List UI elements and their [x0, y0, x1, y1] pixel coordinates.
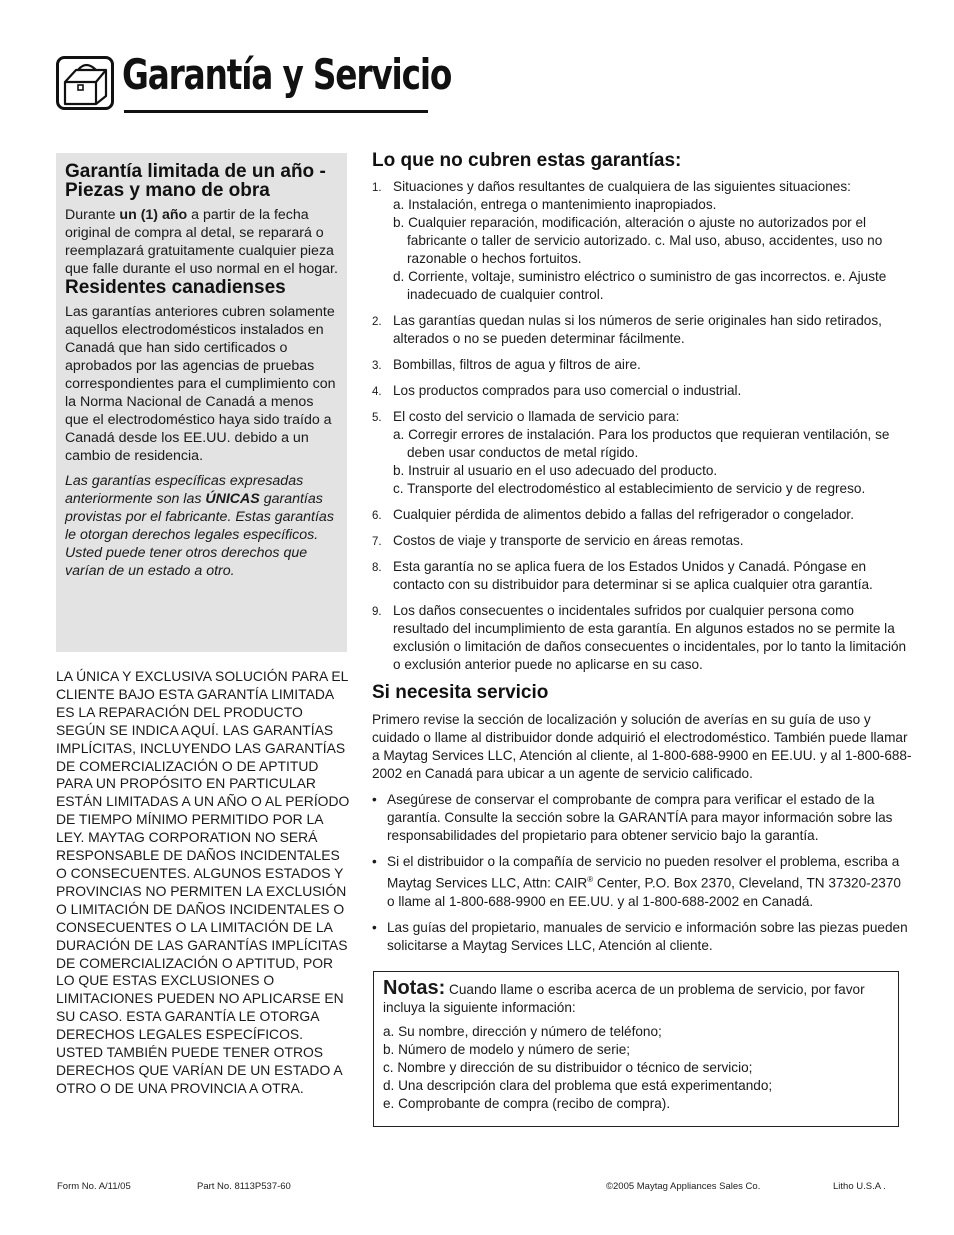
sub-item: c. Transporte del electrodoméstico al establecimiento de servicio y de regreso.	[393, 481, 866, 496]
item-number: 3.	[372, 360, 382, 372]
list-item	[372, 558, 912, 594]
item-text: Los daños consecuentes o incidentales sufridos por cualquier persona como resultado del incumplimiento de esta garantía. En algunos estados no se permite la exclusión o limitación de daños consecuentes o incidentales, por lo tanto la limitación o exclusión anterior puede no aplicarse en su caso.	[393, 603, 907, 672]
toolbox-icon	[56, 56, 114, 110]
list-item: d. Una descripción clara del problema que está experimentando;	[383, 1078, 773, 1093]
item-number: 2.	[372, 316, 382, 328]
item-text: Bombillas, filtros de agua y filtros de aire.	[393, 357, 641, 372]
warranty-duration: un (1) año	[119, 207, 188, 223]
sub-item: b. Instruir al usuario en el uso adecuado del producto.	[393, 463, 718, 478]
item-number: 6.	[372, 510, 382, 522]
item-number: 5.	[372, 412, 382, 424]
service-heading: Si necesita servicio	[372, 682, 549, 703]
title-underline	[124, 110, 428, 113]
list-item: • Si el distribuidor o la compañía de servicio no pueden resolver el problema, escriba a Maytag Services LLC, Attn: CAIR® Center, P.O. Box 2370, Cleveland, TN 37320-2370 o llame al 1-800-688-9900 en EE.UU. y al 1-800-688-2002 en Canadá.	[372, 854, 901, 909]
list-item: a. Su nombre, dirección y número de teléfono;	[383, 1024, 662, 1039]
bullet-icon: •	[372, 854, 377, 869]
exclusions-heading: Lo que no cubren estas garantías:	[372, 150, 682, 171]
item-text: Las garantías quedan nulas si los números de serie originales han sido retirados, alterados o no se pueden determinar fácilmente.	[393, 313, 882, 346]
notes-list	[383, 1023, 883, 1113]
list-item: e. Comprobante de compra (recibo de compra).	[383, 1096, 671, 1111]
form-number: Form No. A/11/05	[57, 1181, 131, 1192]
list-item: c. Nombre y dirección de su distribuidor o técnico de servicio;	[383, 1060, 753, 1075]
unicas-emphasis: ÚNICAS	[205, 491, 260, 507]
warranty-heading: Garantía limitada de un año - Piezas y mano de obra	[65, 161, 326, 201]
copyright: ©2005 Maytag Appliances Sales Co.	[606, 1181, 761, 1192]
list-item: b. Número de modelo y número de serie;	[383, 1042, 631, 1057]
item-number: 8.	[372, 562, 382, 574]
part-number: Part No. 8113P537-60	[197, 1181, 291, 1192]
sub-item: b. Cualquier reparación, modificación, alteración o ajuste no autorizados por el fabricante o taller de servicio autorizado. c. Mal uso, abuso, accidentes, uso no razonable o hechos fortuitos.	[393, 215, 883, 266]
list-item	[372, 408, 912, 498]
warranty-text: Durante un (1) año a partir de la fecha original de compra al detal, se reparará o reemplazará gratuitamente cualquier pieza que falle durante el uso normal en el hogar.	[65, 207, 338, 277]
sub-item: a. Corregir errores de instalación. Para los productos que requieran ventilación, se deben usar conductos de metal rígido.	[393, 427, 890, 460]
notes-title: Notas:	[383, 977, 446, 999]
legal-disclaimer: LA ÚNICA Y EXCLUSIVA SOLUCIÓN PARA EL CLIENTE BAJO ESTA GARANTÍA LIMITADA ES LA REPARACIÓN DEL PRODUCTO SEGÚN SE INDICA AQUÍ. LAS GARANTÍAS IMPLÍCITAS, INCLUYENDO LAS GARANTÍAS DE COMERCIALIZACIÓN O DE APTITUD PARA UN PROPÓSITO EN PARTICULAR ESTÁN LIMITADAS A UN AÑO O AL PERÍODO DE TIEMPO MÍNIMO PERMITIDO POR LA LEY. MAYTAG CORPORATION NO SERÁ RESPONSABLE DE DAÑOS INCIDENTALES O CONSECUENTES. ALGUNOS ESTADOS Y PROVINCIAS NO PERMITEN LA EXCLUSIÓN O LIMITACIÓN DE DAÑOS INCIDENTALES O CONSECUENTES O LA LIMITACIÓN DE LA DURACIÓN DE LAS GARANTÍAS IMPLÍCITAS DE COMERCIALIZACIÓN O APTITUD, POR LO QUE ESTAS EXCLUSIONES O LIMITACIONES PUEDEN NO APLICARSE EN SU CASO. ESTA GARANTÍA LE OTORGA DERECHOS LEGALES ESPECÍFICOS. USTED TAMBIÉN PUEDE TENER OTROS DERECHOS QUE VARÍAN DE UN ESTADO A OTRO O DE UNA PROVINCIA A OTRA.	[56, 668, 350, 1096]
item-text: Situaciones y daños resultantes de cualquiera de las siguientes situaciones:	[393, 179, 851, 194]
item-text: Esta garantía no se aplica fuera de los Estados Unidos y Canadá. Póngase en contacto con su distribuidor para determinar si se aplica cualquier otra garantía.	[393, 559, 873, 592]
item-number: 4.	[372, 386, 382, 398]
page-title: Garantía y Servicio	[122, 50, 452, 99]
sub-item: d. Corriente, voltaje, suministro eléctrico o suministro de gas incorrectos. e. Ajuste inadecuado de cualquier control.	[393, 269, 887, 302]
list-item	[372, 532, 912, 550]
canada-text: Las garantías anteriores cubren solamente aquellos electrodomésticos instalados en Canadá que han sido certificados o aprobados por las agencias de pruebas correspondientes para el cumplimiento con la Norma Nacional de Canadá a menos que el electrodoméstico haya sido traído a Canadá desde los EE.UU. debido a un cambio de residencia.	[65, 304, 336, 464]
item-text: Cualquier pérdida de alimentos debido a fallas del refrigerador o congelador.	[393, 507, 854, 522]
litho-note: Litho U.S.A .	[833, 1181, 886, 1192]
item-number: 7.	[372, 536, 382, 548]
list-item	[372, 382, 912, 400]
warranty-note: Las garantías específicas expresadas anteriormente son las ÚNICAS garantías provistas por el fabricante. Estas garantías le otorgan derechos legales específicos. Usted puede tener otros derechos que varían de un estado a otro.	[65, 473, 334, 579]
canada-heading: Residentes canadienses	[65, 277, 286, 298]
item-text: Los productos comprados para uso comercial o industrial.	[393, 383, 742, 398]
service-intro: Primero revise la sección de localización y solución de averías en su guía de uso y cuidado o llame al distribuidor donde adquirió el electrodoméstico. También puede llamar a Maytag Services LLC, Atención al cliente, al 1-800-688-9900 en EE.UU. y al 1-800-688-2002 en Canadá para ubicar a un agente de servicio calificado.	[372, 712, 912, 781]
exclusions-list	[372, 178, 912, 674]
list-item: • Asegúrese de conservar el comprobante de compra para verificar el estado de la garantía. Consulte la sección sobre la GARANTÍA para mayor información sobre las responsabilidades del propietario para obtener servicio bajo la garantía.	[372, 792, 893, 843]
list-item	[372, 602, 912, 674]
list-item	[372, 312, 912, 348]
list-item	[372, 356, 912, 374]
item-text: El costo del servicio o llamada de servicio para:	[393, 409, 680, 424]
sub-item: a. Instalación, entrega o mantenimiento inapropiados.	[393, 197, 717, 212]
warranty-box	[56, 153, 347, 652]
item-number: 1.	[372, 182, 382, 194]
bullet-icon: •	[372, 792, 377, 807]
item-number: 9.	[372, 606, 382, 618]
list-item	[372, 506, 912, 524]
item-text: Costos de viaje y transporte de servicio en áreas remotas.	[393, 533, 744, 548]
bullet-icon: •	[372, 919, 377, 935]
notes-box	[373, 971, 899, 1127]
notes-intro: Notas: Cuando llame o escriba acerca de un problema de servicio, por favor incluya la siguiente información:	[383, 977, 865, 1015]
service-bullets	[372, 791, 912, 955]
list-item	[372, 178, 912, 304]
right-column	[372, 150, 912, 963]
list-item: • Las guías del propietario, manuales de servicio e información sobre las piezas pueden solicitarse a Maytag Services LLC, Atención al cliente.	[372, 919, 908, 953]
